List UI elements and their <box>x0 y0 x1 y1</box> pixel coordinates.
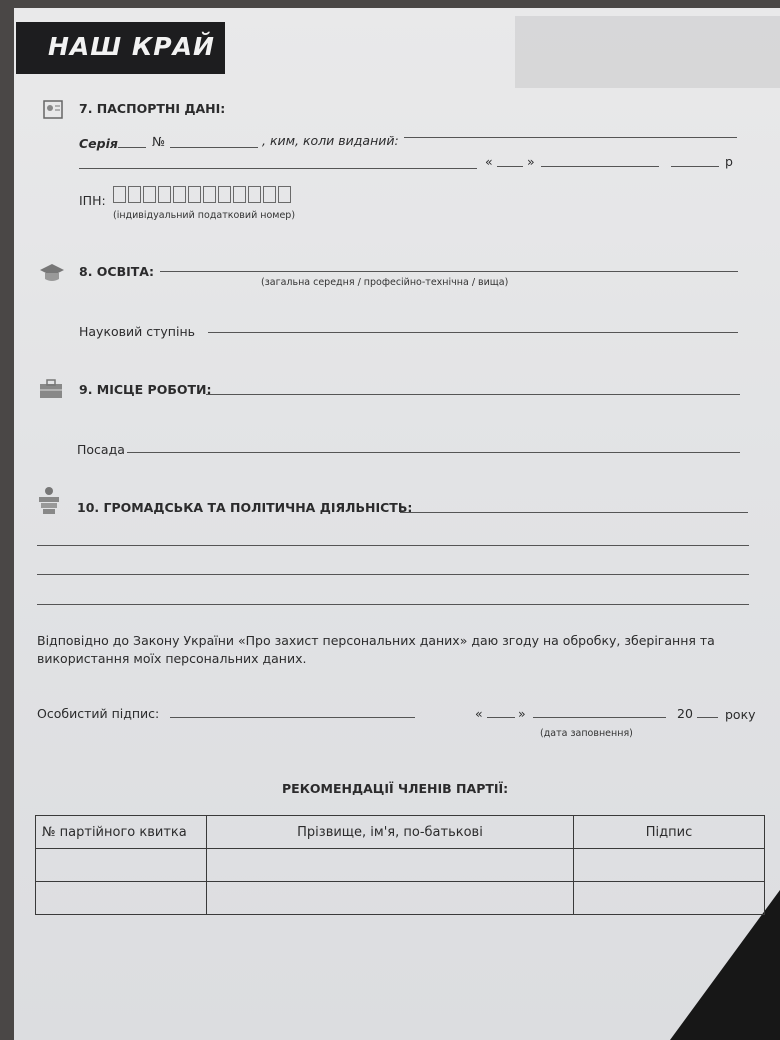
issued-field-2[interactable] <box>79 168 477 169</box>
graduation-cap-icon <box>38 262 66 284</box>
date-quote-close: » <box>518 706 526 721</box>
issue-year-field[interactable] <box>671 166 719 167</box>
activity-field[interactable] <box>400 512 748 513</box>
date-note: (дата заповнення) <box>540 728 633 739</box>
series-label: Серія <box>79 136 118 151</box>
number-label: № <box>152 134 166 149</box>
position-label: Посада <box>77 442 125 457</box>
table-row <box>36 882 765 915</box>
table-cell[interactable] <box>574 882 765 915</box>
public-activity-icon <box>35 486 63 516</box>
issue-day-field[interactable] <box>497 166 523 167</box>
briefcase-icon <box>37 378 65 400</box>
number-field[interactable] <box>170 147 258 148</box>
education-field[interactable] <box>160 271 738 272</box>
education-note: (загальна середня / професійно-технічна / вища) <box>261 277 509 288</box>
section-7-title: 7. ПАСПОРТНІ ДАНІ: <box>79 101 226 116</box>
sign-month-field[interactable] <box>533 717 666 718</box>
signature-field[interactable] <box>170 717 415 718</box>
recommendations-table <box>35 815 765 915</box>
col-card-number: № партійного квитка <box>36 816 207 849</box>
table-cell[interactable] <box>207 882 574 915</box>
issued-field[interactable] <box>404 137 737 138</box>
section-8-title: 8. ОСВІТА: <box>79 264 154 279</box>
position-field[interactable] <box>127 452 740 453</box>
activity-line-4[interactable] <box>37 604 749 605</box>
ipn-note: (індивідуальний податковий номер) <box>113 210 296 221</box>
table-cell[interactable] <box>36 849 207 882</box>
date-quote-open: « <box>475 706 483 721</box>
table-cell[interactable] <box>207 849 574 882</box>
sign-year-field[interactable] <box>697 717 718 718</box>
section-9-title: 9. МІСЦЕ РОБОТИ: <box>79 382 212 397</box>
consent-text: Відповідно до Закону України «Про захист персональних даних» даю згоду на обробку, зберігання та використання моїх персональних даних. <box>37 633 715 666</box>
table-row <box>36 849 765 882</box>
recommendations-title: РЕКОМЕНДАЦІЇ ЧЛЕНІВ ПАРТІЇ: <box>282 781 509 796</box>
year-word: року <box>725 707 756 722</box>
section-10-title: 10. ГРОМАДСЬКА ТА ПОЛІТИЧНА ДІЯЛЬНІСТЬ: <box>77 500 413 515</box>
col-signature: Підпис <box>574 816 765 849</box>
table-cell[interactable] <box>36 882 207 915</box>
degree-label: Науковий ступінь <box>79 324 195 339</box>
logo-text: НАШ КРАЙ <box>48 32 215 61</box>
bleed-through-area <box>515 16 780 88</box>
year-prefix: 20 <box>677 706 693 721</box>
sign-day-field[interactable] <box>487 717 515 718</box>
activity-line-3[interactable] <box>37 574 749 575</box>
degree-field[interactable] <box>208 332 738 333</box>
table-header-row <box>36 816 765 849</box>
passport-icon <box>40 98 68 120</box>
activity-line-2[interactable] <box>37 545 749 546</box>
issue-month-field[interactable] <box>541 166 659 167</box>
series-field[interactable] <box>118 147 146 148</box>
ipn-label: ІПН: <box>79 193 106 208</box>
issued-label: , ким, коли виданий: <box>262 133 399 148</box>
table-cell[interactable] <box>574 849 765 882</box>
ipn-field[interactable] <box>113 186 293 207</box>
year-suffix: р <box>725 154 733 169</box>
quote-open: « <box>485 154 493 169</box>
signature-label: Особистий підпис: <box>37 706 160 721</box>
workplace-field[interactable] <box>206 394 740 395</box>
col-full-name: Прізвище, ім'я, по-батькові <box>207 816 574 849</box>
quote-close: » <box>527 154 535 169</box>
party-logo <box>16 22 225 74</box>
